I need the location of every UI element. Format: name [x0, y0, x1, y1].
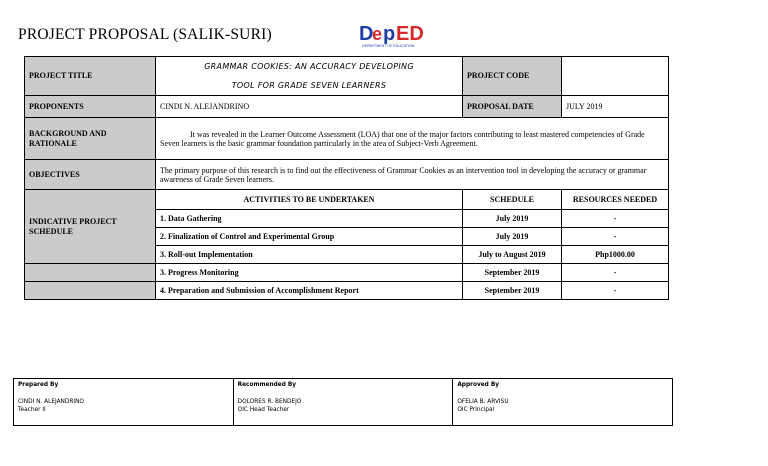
activities-header: ACTIVITIES TO BE UNDERTAKEN [156, 190, 463, 210]
document-title: PROJECT PROPOSAL (SALIK-SURI) [18, 26, 272, 43]
svg-text:ED: ED [396, 23, 424, 45]
proponents-value: CINDI N. ALEJANDRINO [156, 96, 463, 118]
resources-cell: - [562, 264, 669, 282]
signature-position: OIC Head Teacher [237, 407, 290, 413]
activity-cell: 3. Roll-out Implementation [156, 246, 463, 264]
project-code-value [562, 57, 669, 96]
row-background [25, 118, 669, 160]
resources-cell: - [562, 228, 669, 246]
prepared-by-cell [14, 379, 234, 426]
resources-cell: - [562, 210, 669, 228]
blank-label-cell [25, 264, 156, 282]
blank-label-cell [25, 282, 156, 300]
schedule-cell: September 2019 [463, 282, 562, 300]
table-row [25, 264, 669, 282]
resources-header: RESOURCES NEEDED [562, 190, 669, 210]
deped-logo [357, 21, 427, 49]
svg-text:p: p [383, 23, 396, 45]
objectives-label: OBJECTIVES [25, 160, 156, 190]
schedule-cell: July 2019 [463, 210, 562, 228]
background-text: It was revealed in the Learner Outcome Assessment (LOA) that one of the major factors contributing to least mastered competencies of Grade Seven learners is the basic grammar foundation particularly in the area of Subject-Verb Agreement. [156, 118, 669, 160]
schedule-header: SCHEDULE [463, 190, 562, 210]
resources-cell: - [562, 282, 669, 300]
schedule-label: INDICATIVE PROJECT SCHEDULE [25, 190, 156, 264]
project-code-label: PROJECT CODE [463, 57, 562, 96]
background-label: BACKGROUND AND RATIONALE [25, 118, 156, 160]
signature-name: OFELIA B. ARVISU [457, 399, 509, 405]
activity-cell: 3. Progress Monitoring [156, 264, 463, 282]
approved-by-cell [453, 379, 673, 426]
signature-role: Approved By [457, 382, 500, 388]
signature-position: OIC Principal [457, 407, 495, 413]
proposal-date-label: PROPOSAL DATE [463, 96, 562, 118]
signature-role: Prepared By [18, 382, 59, 388]
proposal-date-value: JULY 2019 [562, 96, 669, 118]
signature-position: Teacher II [18, 407, 46, 413]
table-row [25, 282, 669, 300]
activity-cell: 2. Finalization of Control and Experimental Group [156, 228, 463, 246]
recommended-by-cell [233, 379, 453, 426]
activity-cell: 4. Preparation and Submission of Accomplishment Report [156, 282, 463, 300]
svg-text:e: e [372, 24, 383, 44]
schedule-cell: July to August 2019 [463, 246, 562, 264]
project-title-label: PROJECT TITLE [25, 57, 156, 96]
row-proponents [25, 96, 669, 118]
schedule-cell: July 2019 [463, 228, 562, 246]
signature-table [13, 378, 673, 426]
signature-name: DOLORES R. BENDEJO [237, 399, 302, 405]
resources-cell: Php1000.00 [562, 246, 669, 264]
project-title-line-1: GRAMMAR COOKIES: AN ACCURACY DEVELOPING [204, 62, 414, 71]
row-objectives [25, 160, 669, 190]
proponents-label: PROPONENTS [25, 96, 156, 118]
row-project-title [25, 57, 669, 96]
project-title-line-2: TOOL FOR GRADE SEVEN LEARNERS [231, 81, 387, 90]
project-title-value [156, 57, 463, 96]
activity-cell: 1. Data Gathering [156, 210, 463, 228]
svg-text:D: D [359, 23, 374, 45]
signature-role: Recommended By [237, 382, 297, 388]
schedule-header-row [25, 190, 669, 210]
objectives-text: The primary purpose of this research is to find out the effectiveness of Grammar Cookies as an intervention tool in developing the accuracy or grammar awareness of Grade Seven learners. [156, 160, 669, 190]
schedule-cell: September 2019 [463, 264, 562, 282]
proposal-table [24, 56, 669, 300]
signature-name: CINDI N. ALEJANDRINO [18, 399, 84, 405]
svg-text:DEPARTMENT OF EDUCATION: DEPARTMENT OF EDUCATION [362, 44, 415, 48]
